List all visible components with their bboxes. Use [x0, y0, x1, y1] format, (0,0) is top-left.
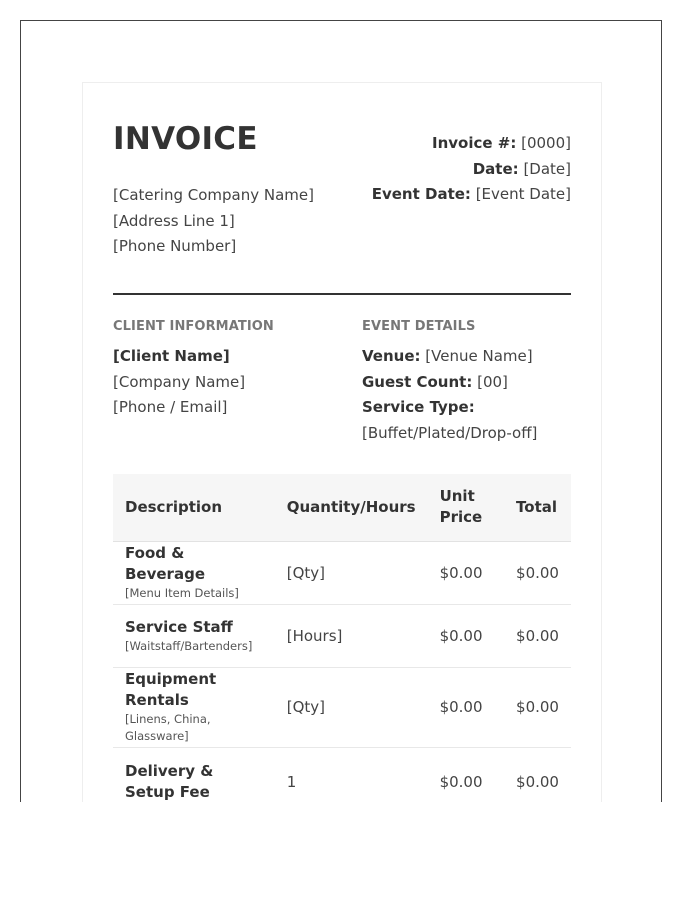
item-description-cell — [113, 541, 275, 604]
header-quantity: Quantity/Hours — [275, 474, 428, 541]
invoice-number-value: [0000] — [521, 134, 571, 152]
item-description-cell — [113, 667, 275, 747]
line-items-table — [113, 474, 571, 802]
item-unit-price: $0.00 — [428, 667, 504, 747]
header-total: Total — [504, 474, 571, 541]
service-type-value: [Buffet/Plated/Drop-off] — [362, 423, 538, 442]
guest-count-value: [00] — [477, 372, 508, 391]
item-name: Food & Beverage — [125, 544, 205, 583]
item-qty: 1 — [275, 747, 428, 802]
invoice-title: INVOICE — [113, 121, 258, 157]
item-unit-price: $0.00 — [428, 604, 504, 667]
document-frame — [20, 20, 662, 802]
table-row — [113, 604, 571, 667]
client-heading: CLIENT INFORMATION — [113, 319, 274, 334]
item-unit-price: $0.00 — [428, 747, 504, 802]
item-detail: [Menu Item Details] — [125, 586, 239, 600]
event-info-lines — [362, 344, 572, 446]
item-unit-price: $0.00 — [428, 541, 504, 604]
invoice-date-value: [Date] — [523, 159, 571, 178]
client-info-lines — [113, 344, 343, 421]
service-type-label: Service Type: — [362, 398, 475, 416]
invoice-date-row — [372, 157, 571, 183]
item-description-cell — [113, 604, 275, 667]
event-heading: EVENT DETAILS — [362, 319, 476, 334]
venue-value: [Venue Name] — [425, 347, 533, 365]
venue-label: Venue: — [362, 347, 421, 365]
event-date-row — [372, 182, 571, 208]
client-company: [Company Name] — [113, 372, 246, 391]
item-qty: [Qty] — [275, 667, 428, 747]
company-block — [113, 183, 314, 260]
invoice-number-label: Invoice #: — [431, 134, 517, 152]
event-date-label: Event Date: — [371, 185, 471, 203]
item-name: Equipment Rentals — [125, 670, 217, 709]
item-name: Delivery & Setup Fee — [125, 762, 214, 801]
header-description: Description — [113, 474, 275, 541]
item-total: $0.00 — [504, 541, 571, 604]
item-name: Service Staff — [125, 617, 233, 636]
item-detail: [Linens, China, Glassware] — [125, 712, 211, 743]
event-date-value: [Event Date] — [475, 185, 571, 203]
guest-count-row — [362, 370, 572, 396]
item-total: $0.00 — [504, 747, 571, 802]
client-contact: [Phone / Email] — [113, 398, 228, 416]
event-details — [362, 319, 572, 446]
item-total: $0.00 — [504, 667, 571, 747]
invoice-meta — [372, 131, 571, 208]
invoice-number-row — [372, 131, 571, 157]
table-header-row — [113, 474, 571, 541]
table-row — [113, 747, 571, 802]
company-address: [Address Line 1] — [113, 211, 235, 230]
item-detail: [Waitstaff/Bartenders] — [125, 638, 253, 653]
venue-row — [362, 344, 572, 370]
company-phone: [Phone Number] — [113, 237, 237, 255]
table-row — [113, 667, 571, 747]
table-row — [113, 541, 571, 604]
client-information — [113, 319, 343, 421]
invoice-date-label: Date: — [472, 159, 519, 178]
client-name: [Client Name] — [113, 347, 230, 365]
item-description-cell — [113, 747, 275, 802]
item-qty: [Qty] — [275, 541, 428, 604]
header-divider — [113, 293, 571, 295]
guest-count-label: Guest Count: — [362, 372, 473, 391]
item-total: $0.00 — [504, 604, 571, 667]
company-name: [Catering Company Name] — [113, 186, 314, 204]
invoice-page — [82, 82, 602, 802]
header-unit-price: Unit Price — [428, 474, 504, 541]
item-qty: [Hours] — [275, 604, 428, 667]
